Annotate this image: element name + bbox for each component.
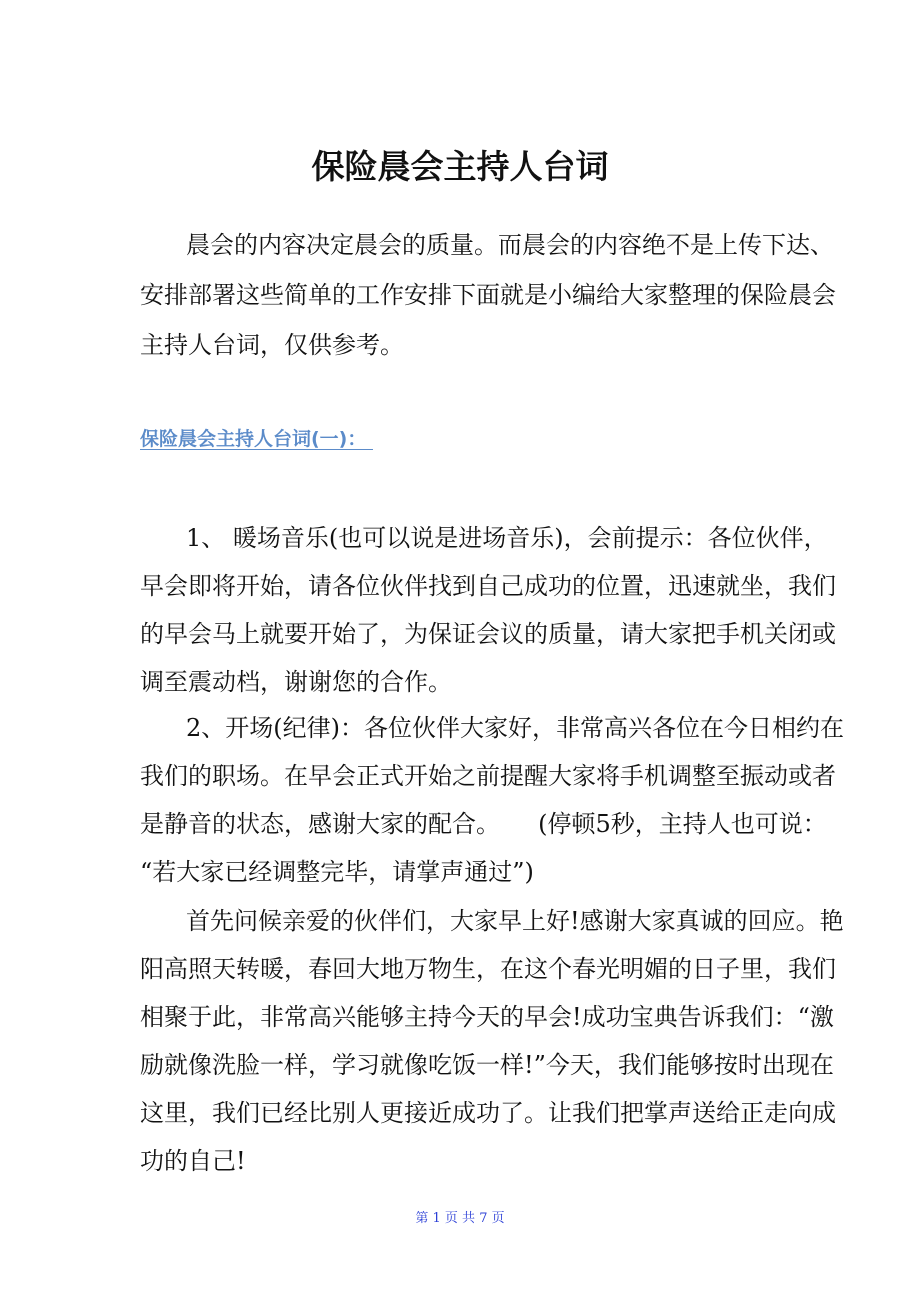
- text-line: 晨会的内容决定晨会的质量。而晨会的内容绝不是上传下达、: [186, 231, 834, 259]
- page-number-footer: 第 1 页 共 7 页: [415, 1211, 505, 1226]
- text-line: 1、 暖场音乐(也可以说是进场音乐)，会前提示：各位伙伴，: [186, 524, 828, 552]
- section-heading: 保险晨会主持人台词(一)：: [140, 428, 373, 450]
- text-line: 的早会马上就要开始了，为保证会议的质量，请大家把手机关闭或: [140, 620, 836, 648]
- text-line: 早会即将开始，请各位伙伴找到自己成功的位置，迅速就坐，我们: [140, 572, 836, 600]
- document-title: 保险晨会主持人台词: [311, 147, 609, 186]
- text-line: 这里，我们已经比别人更接近成功了。让我们把掌声送给正走向成: [140, 1099, 836, 1127]
- text-line: 主持人台词，仅供参考。: [140, 331, 404, 359]
- text-line: 励就像洗脸一样，学习就像吃饭一样!”今天，我们能够按时出现在: [140, 1051, 834, 1079]
- paragraph-1: [140, 514, 836, 706]
- text-line: 相聚于此，非常高兴能够主持今天的早会!成功宝典告诉我们：“激: [140, 1003, 834, 1031]
- text-line: “若大家已经调整完毕，请掌声通过”): [140, 858, 534, 886]
- text-line: 调至震动档，谢谢您的合作。: [140, 668, 452, 696]
- intro-paragraph: [140, 220, 836, 370]
- text-line: 2、开场(纪律)：各位伙伴大家好，非常高兴各位在今日相约在: [186, 714, 844, 742]
- text-line: 安排部署这些简单的工作安排下面就是小编给大家整理的保险晨会: [140, 281, 836, 309]
- text-line: 是静音的状态，感谢大家的配合。 (停顿5秒，主持人也可说：: [140, 810, 827, 838]
- text-line: 阳高照天转暖，春回大地万物生，在这个春光明媚的日子里，我们: [140, 955, 836, 983]
- text-line: 功的自己!: [140, 1147, 246, 1175]
- paragraph-2: [140, 704, 844, 896]
- paragraph-3: [140, 897, 844, 1185]
- text-line: 我们的职场。在早会正式开始之前提醒大家将手机调整至振动或者: [140, 762, 836, 790]
- text-line: 首先问候亲爱的伙伴们，大家早上好!感谢大家真诚的回应。艳: [186, 907, 844, 935]
